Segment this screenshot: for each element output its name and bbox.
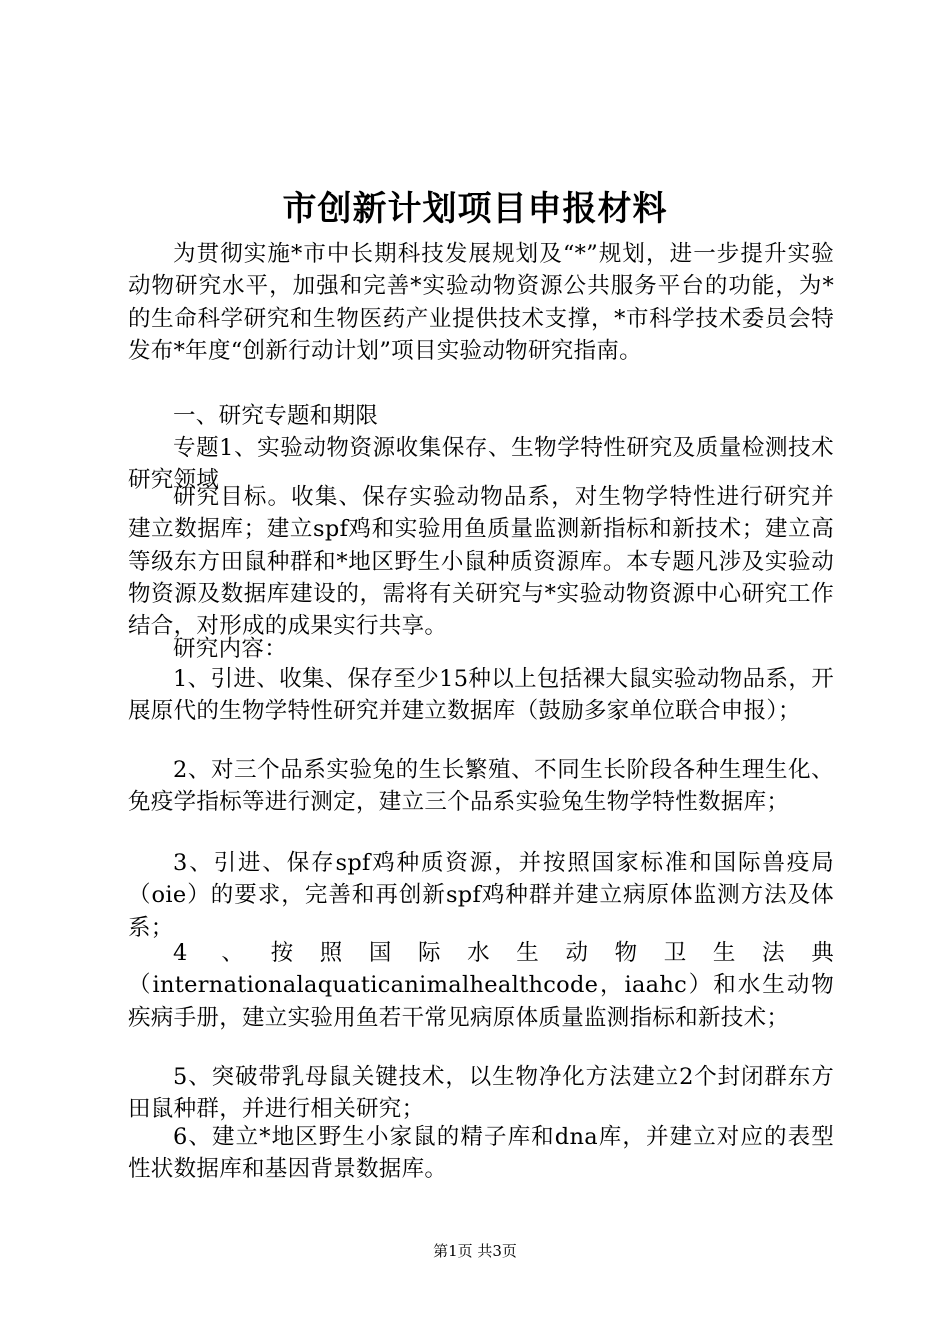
paragraph-section-heading: 一、研究专题和期限 xyxy=(173,403,379,429)
paragraph-intro: 为贯彻实施*市中长期科技发展规划及“*”规划，进一步提升实验动物研究水平，加强和完善*实验动物资源公共服务平台的功能，为*的生命科学研究和生物医药产业提供技术支撑，*市科学技术委员会特发布*年度“创新行动计划”项目实验动物研究指南。 xyxy=(128,241,834,364)
paragraph-research-goal: 研究目标。收集、保存实验动物品系，对生物学特性进行研究并建立数据库；建立spf鸡和实验用鱼质量监测新指标和新技术；建立高等级东方田鼠种群和*地区野生小鼠种质资源库。本专题凡涉及实验动物资源及数据库建设的，需将有关研究与*实验动物资源中心研究工作结合，对形成的成果实行共享。 xyxy=(128,484,834,640)
paragraph-item-6: 6、建立*地区野生小家鼠的精子库和dna库，并建立对应的表型性状数据库和基因背景数据库。 xyxy=(128,1124,834,1183)
paragraph-item-2: 2、对三个品系实验兔的生长繁殖、不同生长阶段各种生理生化、免疫学指标等进行测定，建立三个品系实验兔生物学特性数据库； xyxy=(128,757,834,816)
page-number: 第1页 共3页 xyxy=(433,1242,517,1260)
paragraph-item-1: 1、引进、收集、保存至少15种以上包括裸大鼠实验动物品系，开展原代的生物学特性研究并建立数据库（鼓励多家单位联合申报）； xyxy=(128,666,834,725)
paragraph-item-5: 5、突破带乳母鼠关键技术，以生物净化方法建立2个封闭群东方田鼠种群，并进行相关研究； xyxy=(128,1064,834,1123)
paragraph-topic-1: 专题1、实验动物资源收集保存、生物学特性研究及质量检测技术研究领域 xyxy=(128,435,834,494)
paragraph-item-4: 4 、按照国际水生动物卫生法典（internationalaquaticanimalhealthcode，iaahc）和水生动物疾病手册，建立实验用鱼若干常见病原体质量监测指标和新技术； xyxy=(128,940,834,1031)
paragraph-item-3: 3、引进、保存spf鸡种质资源，并按照国家标准和国际兽疫局（oie）的要求，完善和再创新spf鸡种群并建立病原体监测方法及体系； xyxy=(128,850,834,941)
paragraph-research-content-heading: 研究内容： xyxy=(173,636,288,662)
document-title: 市创新计划项目申报材料 xyxy=(282,189,668,229)
